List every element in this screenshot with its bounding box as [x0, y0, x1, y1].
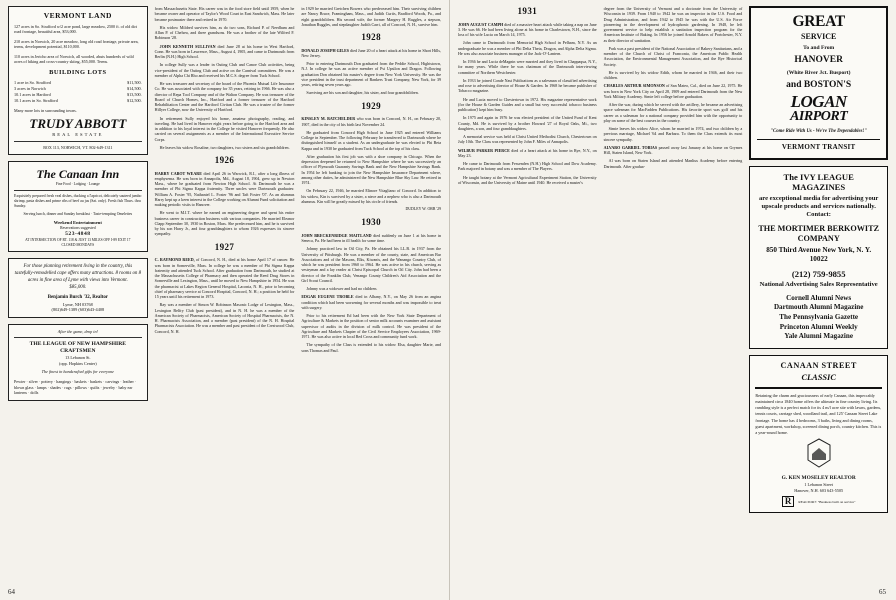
building-lots-title: BUILDING LOTS — [49, 68, 107, 76]
obit-paragraph: After the war, during which he served with the artillery, he became an advertising space salesman for MacFadden Publications. His favorite sport was golf and his career as a salesman for a national company provided him with the opportunity to play on some of the best courses in the country. — [603, 102, 743, 123]
retirement-home-ad — [8, 258, 148, 318]
ad-copy: For those planning retirement living in the country, this tastefully-remodelled cape offers many attractions. 8 rooms on 8 acres in fine area of Lyme with views into Vermont. — [14, 264, 142, 284]
obit-paragraph: Johnny was a widower and had no children. — [306, 286, 378, 292]
lot-price: $14,500. — [127, 86, 142, 92]
magazine-title: Dartmouth Alumni Magazine — [773, 303, 864, 312]
lot-desc: 1 acre in So. Strafford — [14, 80, 52, 86]
left-col-1-ads — [8, 6, 148, 572]
obit-paragraph: Johnny practiced law in Oil City, Pa. He obtained his LL.B. in 1937 from the University of Pittsburgh. He was a member of the county, state, and American Bar Associations and of the Masons, Elks, Kiwanis, and the Wanango Country Club, of which he was president from 1960 to 1964. He was active in his church, serving as vestryman and a lay reader at Christ Episcopal Church in Oil City. John had been a director of the Franklin Club, Venango County Children's Aid Association and the Girl Scout Council. — [301, 246, 442, 283]
deceased-name: JOHN AUGUST CAMPH — [458, 21, 504, 27]
magazine-title: Cornell Alumni News — [786, 293, 852, 302]
obit-entry — [301, 48, 441, 59]
obit-paragraph: In 1936 he and Lucia deMagnin were married and they lived in Chappaqua, N.Y., for many years. While there he was chairman of the Dartmouth interviewing committee of Northern Westchester. — [458, 59, 597, 75]
ivy-pitch: are exceptional media for advertising your upscale products and services nationally. Contact: — [759, 195, 879, 219]
canaan-inn-ad — [8, 161, 148, 252]
ad-paragraph: 110 acres in Jericho area of Norwich, all wooded, abuts hundreds of wild acres of hiking and cross-country skiing, $55,000. Terms. — [14, 53, 134, 65]
canaan-street-realty-ad — [749, 355, 888, 514]
obit-paragraph: He and Lucia moved to Chestertown in 1972. His magazine representative work (for the House & Garden Guides and a small but very successful tobacco business publication)' kept him busy. — [458, 96, 597, 113]
obit-entry — [604, 83, 743, 99]
deceased-name: WILBUR PARKER PIERCE — [458, 147, 510, 153]
obit-paragraph: Al was born on Staten Island and attended Manlius Academy before entering Dartmouth. After gradua- — [603, 158, 743, 169]
league-items: Pewter · silver · pottery · hangings · baskets · baskets · carvings · leather · blown glass · lamps · shades · rugs · pillows · quilts · jewelry · baby ear lanterns · dolls — [14, 378, 137, 396]
obit-body: died suddenly on June 1 at his home in Seneca, Pa. He had been in ill health for some time. — [301, 232, 442, 244]
ad-paragraph: 210 acres in Norwich, 20 acre meadow, long old road frontage, private area, terms, development potential, $110,000. — [14, 38, 139, 50]
right-col-1-text — [458, 6, 597, 572]
lot-price: $13,500. — [127, 92, 142, 98]
obit-paragraph: He graduated from Concord High School in June 1925 and entered Williams College in September. The following February he transferred to Dartmouth where he distinguished himself as a student. As an undergraduate he was elected to Phi Beta Kappa and in 1930 he graduated from Tuck School at the top of his class. — [301, 129, 442, 151]
lot-desc: 10.1 acres in Hartford — [14, 92, 51, 98]
deceased-name: JOHN BRECKENRIDGE MAITLAND — [301, 232, 372, 238]
obit-body: died in Albany, N.Y., on May 26 from an angina condition which had been worsening for several months and was impossible to treat with surgery. — [301, 294, 442, 310]
agent-title: REAL ESTATE — [52, 132, 104, 138]
listing-description: Retaining the charm and graciousness of early Canaan, this impeccably maintained circa 1840 home offers the ultimate in fine country living. Its rambling style is a perfect match for its 4 m/l acre site with lawns, gardens, tennis courts, carriage shed, woodland trail, and 125' Canaan Street Lake frontage. The home has 4 bedrooms, 3 baths, living and dining rooms, guest apartment, workshop, screened dining porch, country kitchen. This is a year-round home. — [755, 393, 882, 435]
ivy-league-magazines-ad — [749, 166, 888, 349]
deceased-name: ALVARO GABRIEL TOBIAS — [603, 144, 658, 150]
obit-paragraph: Prior to his retirement Ed had been with the New York State Department of Agriculture & Markets in the position of senior milk accounts examiner and assistant supervisor of audits in the division of milk control. He was president of the Agriculture and Markets Chapter of the Civil Service Employees Association, 1969-1971. He was also active in local Red Cross and community fund work. — [301, 313, 442, 340]
right-col-2-text — [604, 6, 743, 572]
obit-paragraph: Park was a past president of the National Association of Bakery Sanitarians, and a member of the Church of Christ of Franconia, the American Public Health Association, the Environmental Management Association, and the Rye Historical Society. — [603, 45, 743, 67]
inn-services: Serving lunch, dinner and Sunday breakfast · Taste-tempting Omelettes — [23, 211, 133, 216]
obit-paragraph: In 1933 he joined Conde Nast Publications as a salesman of classified advertising and rose to advertising director of House & Garden. In 1968 he became publisher of Tobacco magazine. — [458, 77, 597, 94]
lot-desc: 10.1 acres in So. Strafford — [14, 98, 58, 104]
realtor-tagline: REALTOR® "Business built on service" — [798, 499, 856, 504]
obit-signature: DUDLEY W. ORR '29 — [405, 207, 442, 212]
obit-paragraph: A memorial service was held at Christ United Methodist Church, Chestertown on July 10th. The Class was represented by John F. Miles of Annapolis. — [458, 134, 597, 145]
obit-body: died June 28 at his home in West Hartford, Conn. He was born in Lawrence, Mass., August 4, 1905, and came to Dartmouth from Berlin (N.H.) High School. — [154, 43, 295, 59]
inn-weekend: Weekend Entertainment — [53, 219, 102, 225]
ivy-address: 850 Third Avenue New York, N. Y. 10022 — [766, 246, 872, 264]
ad-slogan: "Come Ride With Us - We're The Dependables!" — [770, 128, 868, 134]
agent-name: TRUDY ABBOTT — [29, 116, 127, 132]
obit-paragraph: He went to M.I.T. where he earned an engineering degree and spent his entire business career in construction business with various companies. He married Eleanor Clapp September 30, 1930 in Boston, Mass. She predeceased him, and he is survived by his son Harry Jr., and four granddaughters to whom 1926 expresses its sincere sympathy. — [154, 210, 295, 237]
ivy-rep-title: National Advertising Sales Representative — [759, 280, 878, 288]
inn-reservations: Reservations suggested — [60, 225, 96, 230]
deceased-name: CHARLES ARTHUR SIMONSON — [603, 83, 665, 89]
magazine-title: Princeton Alumni Weekly — [779, 322, 858, 331]
ad-footer: Many more lots in surrounding towns. — [14, 107, 77, 113]
league-address: 13 Lebanon St. — [65, 355, 91, 361]
league-name: THE LEAGUE OF NEW HAMPSHIRE CRAFTSMEN — [29, 341, 127, 355]
obit-paragraph: degree from the University of Vermont and a doctorate from the University of Wisconsin in 1939. From 1940 to 1942 he was an inspector in the U.S. Food and Drug Administration, and from 1942 to 1945 he was with the U.S. Air Force pioneering in the development of hydrophonic gardening. In 1948, he left government service to help establish a sanitation inspection program for the American Institute of Baking. In 1956 he joined Arnold Bakers of Portchester, N.Y. as their director of sanitation. — [603, 6, 743, 43]
obit-entry — [458, 22, 597, 38]
inn-description: Exquisitely prepared fresh veal dishes, ducking a l'apricot, delicately sauteed jumbo shrimp, pasta dishes and prime ribs of beef au jus (Sat. only). Fresh fish Thurs. thru Sunday. — [14, 193, 142, 208]
obit-paragraph: He is survived by his widow Edith, whom he married in 1946, and their two children. — [603, 69, 743, 80]
inn-directions: AT INTERSECTION OF RT. 118 & JUST 13 MILES OFF I-89 EXIT 17 — [25, 238, 131, 243]
ad-headline-5: (White River Jct. Busport) — [786, 69, 851, 76]
obit-entry — [155, 171, 295, 208]
right-page — [450, 0, 896, 600]
ivy-phone[interactable]: (212) 759-9855 — [791, 269, 846, 280]
agent-address: BOX 113, NORWICH, VT. 802-649-1311 — [43, 145, 113, 151]
obit-paragraph: In college Sully was a leader in Outing Club and Canoe Club activities, being vice-president of the Outing Club and active on the Carnival committees. He was a member of Alpha Chi Rho and received his M.C.S. degree from Tuck School. — [154, 62, 295, 78]
vermont-land-ad — [8, 6, 148, 155]
obit-paragraph: On February 22, 1946, he married Elinore Vitagliano of Concord. In addition to his widow, Kin is survived by a sister, a niece and a nephew who is also a Dartmouth alumnus. Kin will be greatly missed by his circle of friends. — [301, 188, 442, 204]
ivy-headline: The IVY LEAGUE MAGAZINES — [783, 172, 854, 192]
obit-paragraph: Prior to entering Dartmouth Don graduated from the Peddie School, Hightstown, N.J. In college he was an active member of Psi Upsilon and Dragon. Following graduation Don obtained his master's degree from New York University. He was the vice president in the trust department of Bankers Trust Company, New York, for 39 years, retiring seven years ago. — [301, 61, 442, 88]
obit-paragraph: He came to Dartmouth from Fessenden (N.H.) High School and Dow Academy. Park majored in botany and was a member of The Players. — [458, 161, 597, 172]
inn-closed: CLOSED MONDAYS — [61, 242, 95, 247]
obit-paragraph: He was treasurer and secretary of the board of the Phoenix Mutual Life Insurance Co. He was associated with the company for 35 years, retiring in 1966. He was also a director of Repa Tool Company and of the Walton Company. He was treasurer of the Board of Church Homes, Inc., Hartford and a former treasurer of the Hartford Rehabilitation Center and the Hartford Civitan Club. He was a trustee of the former Hillyer College, now the University of Hartford. — [154, 81, 295, 113]
lot-desc: 3 acres in Norwich — [14, 86, 46, 92]
realtor-name: Benjamin Burch '32, Realtor — [47, 295, 108, 301]
lot-price: $11,500. — [127, 80, 142, 86]
obit-paragraph: in 1929 he married Gretchen Bowers who predeceased him. Their surviving children are Nancy Bruce, Framingham, Mass., and Judith Curtis, Bradford Woods, Pa., and eight grandchildren. His second wife, the former Margery H. Ruggles, a stepson, Jonathan Ruggles, and stepdaughter Judith Carri, all of Concord, N. H., survive him. — [301, 6, 442, 27]
deceased-name: C. RAYMOND REED, — [154, 257, 195, 263]
left-col-3-text — [301, 6, 441, 572]
obit-entry — [604, 145, 743, 156]
realtor-name: G. KEN MOSELEY REALTOR — [781, 475, 856, 482]
ad-paragraph: 127 acres in So. Strafford w/2 acre pond, large meadow, 2500 ft. of old dirt road frontage, beautiful area, $53,000. — [14, 23, 138, 35]
obit-paragraph: He taught botany at the Vermont Agricultural Experiment Station, the University of Wisconsin, and the University of Maine until 1940. He received a master's — [458, 174, 597, 185]
obit-body: died April 26 in Warwick, R.I., after a long illness of emphysema. He was born in Annapolis, Md., August 18, 1904, grew up in Newton Mass., where he graduated from Newton High School. At Dartmouth he was a member of Phi Sigma Kappa fraternity. Three uncles were Dartmouth graduates: William A. Foster '95, Nathaniel L. Foster '96 and Taft Foster '07. As an alumnus Harry kept up a keen interest in the College working on Alumni Fund solicitation and making periodic visits to Hanover. — [154, 170, 295, 208]
deceased-name: HARRY CABOT WEARE — [154, 170, 202, 176]
class-year-heading: 1926 — [214, 155, 235, 165]
realtor-badge — [755, 496, 882, 507]
obit-paragraph: John came to Dartmouth from Memorial High School in Pelham, N.Y. As an undergraduate he was a member of Phi Delta Theta, Dragon, and Alpha Delta Sigma. He was also associate business manager of the Jack-O'-Lantern. — [458, 40, 597, 56]
inn-phone: 523-4848 — [65, 230, 91, 237]
league-tagline: The finest in handcrafted gifts for everyone — [41, 369, 114, 375]
realtor-phone: Hanover, N.H. 603 643-5505 — [794, 487, 844, 493]
ad-headline-1: GREAT — [792, 13, 845, 30]
ivy-magazine-list — [756, 294, 881, 342]
deceased-name: JOHN KENNETH SULLIVAN — [159, 43, 216, 49]
obit-entry — [155, 257, 295, 299]
obit-paragraph: The sympathy of the Class is extended to his widow Elsa, daughter Marie, and sons Thomas and Paul. — [301, 342, 442, 353]
class-year-heading: 1929 — [361, 100, 381, 111]
obit-paragraph: In 1975 and again in 1976 he was elected president of the United Fund of Kent County, Md. He is survived by a brother Howard '27 of Royal Oaks, Mi., two daughters, a son, and four granddaughters. — [458, 115, 597, 131]
league-craftsmen-ad — [8, 324, 148, 401]
lot-price: $12,500. — [127, 98, 142, 104]
obit-entry — [301, 116, 441, 127]
obit-body: died of a massive heart attack while taking a nap on June 3. He was 66. He had been living alone at his home in Charlestown, N.H., since the loss of his wife Lucia on March 14, 1975. — [458, 21, 597, 38]
transit-company-name: VERMONT TRANSIT — [757, 139, 880, 152]
magazine-title: The Pennsylvania Gazette — [779, 312, 859, 321]
obit-paragraph: from Massachusetts State. His career was in the food store field until 1959, when he became owner and operator of Taylor's Wood Court in East Sandwich, Mass. He later became postmaster there and retired in 1970. — [154, 6, 295, 22]
deceased-name: DONALD JOSEPH GILES — [301, 47, 350, 53]
obit-paragraph: In retirement Sully enjoyed his home, amateur photography, reading, and traveling. He had lived in Hanover eight years before going to the Hartford area and in addition to his loyal interest in the College he visited Hanover frequently. He also carried on several assignments as a member of the International Executive Service Corps. — [154, 115, 295, 142]
ad-headline-4: HANOVER — [794, 55, 843, 66]
class-year-heading: 1928 — [361, 32, 381, 42]
obit-entry — [458, 148, 597, 159]
obit-body: passed away last January at his home on Grymes Hill, Staten Island, New York. — [603, 144, 743, 155]
obit-body: died June 20 of a heart attack at his home in Short Hills, New Jersey. — [301, 47, 442, 58]
ad-headline-6: and BOSTON'S — [786, 79, 852, 90]
obit-paragraph: Ray was a member of Simon W. Robinson Masonic Lodge of Lexington, Mass., Lexington Belfry Club (past president), and in N. H. he was a member of the American Society of Pharmacists, American Society of Hospital Pharmacists, the N. H. Pharmacists Association, and a member (past president) of the N. H. Hospital Pharmacists Association. He was a member and past president of the Crestwood Club, Concord, N. H. — [154, 302, 295, 334]
magazine-title: Yale Alumni Magazine — [784, 332, 853, 341]
league-address-2: (opp. Hopkins Center) — [59, 360, 97, 366]
listing-title: CANAAN STREET — [780, 360, 857, 370]
ad-headline-2: SERVICE — [801, 31, 837, 41]
inn-name: The Canaan Inn — [36, 167, 120, 182]
ad-title: VERMONT LAND — [43, 11, 112, 20]
obit-paragraph: He leaves his widow Rosaline, two daughters, two sisters and six grandchildren. — [159, 144, 290, 150]
obit-paragraph: His widow Mildred survives him, as do two sons, Richard P. of Needham and Allan P. of Chelsea, and three grandsons. He was a brother of the late Wilfred F. Robinson '28. — [154, 24, 295, 41]
inn-tagline: Fine Food · Lodging · Lounge — [55, 182, 100, 187]
deceased-name: KINSLEY M. BATCHELDER — [301, 116, 356, 122]
obit-body: of Concord, N. H., died at his home April 17 of cancer. He was born in Somerville, Mass. In college he was a member of Phi Sigma Kappa fraternity and attended Tuck School. After graduation from Dartmouth, he studied at the Massachusetts College of Pharmacy and then operated the Reed Drug Stores in Somerville and Lexington, Mass., until he moved to New Hampshire in 1954. He was the pharmacist at Lakes Region General Hospital, Laconia, N. H., prior to becoming chief of pharmacy service at Concord Hospital, Concord, N. H.; a position he held for 15 years until his retirement in 1973. — [154, 257, 295, 300]
realtor-phone: (802)649-1389 (603)643-4408 — [51, 307, 105, 313]
obit-entry — [155, 44, 295, 60]
realtor-logo-icon: R — [782, 496, 795, 507]
vermont-transit-ad — [749, 6, 888, 160]
realtor-address: 1 Lebanon Street — [804, 482, 833, 488]
obit-paragraph: Simie leaves his widow Alice, whom he married in 1974, and two children by a previous marriage, Michael '64 and Barbara. To them the Class extends its most sincere sympathy. — [603, 126, 743, 142]
page-number-left: 64 — [8, 588, 15, 596]
class-year-heading: 1927 — [214, 241, 235, 252]
obit-body: of San Mateo, Cal., died on June 22, 1975. He was born in New York City on April 28, 1909 and entered Dartmouth from the New York Military Academy. Simie left college before graduation. — [603, 83, 743, 99]
right-col-3-ads — [749, 6, 888, 572]
obit-paragraph: Surviving are his son and daughter, his sister, and four grandchildren. — [306, 90, 419, 96]
listing-subtitle: CLASSIC — [801, 373, 836, 383]
page-number-right: 65 — [879, 588, 886, 596]
deceased-name: EDGAR EUGENE TROBLE — [301, 294, 354, 300]
ad-lead: After the game, drop in! — [57, 329, 98, 335]
right-columns — [458, 6, 888, 572]
obit-paragraph: After graduation his first job was with a shoe company in Chicago. When the depression deepened he returned to New Hampshire where he was successively an officer of Plymouth Guaranty Savings Bank and the New Hampshire Savings Bank. In 1954 he left banking to join the New Hampshire Insurance Department where, among other duties, he administered the New Hampshire Blue Sky Law. He retired in 1974. — [301, 153, 442, 186]
left-col-2-text — [155, 6, 295, 572]
class-year-heading: 1930 — [361, 217, 381, 228]
building-lots-list — [14, 80, 142, 104]
ad-price: $85,000. — [69, 285, 87, 291]
house-crest-icon — [806, 438, 832, 468]
class-year-heading: 1931 — [517, 6, 538, 16]
obit-body: died of a heart attack at his home in Rye, N.Y., on May 23. — [458, 147, 597, 158]
obit-entry — [301, 233, 441, 244]
realtor-address: Lyme, NH 03768 — [62, 301, 93, 307]
obit-entry — [301, 294, 441, 310]
ivy-company: THE MORTIMER BERKOWITZ COMPANY — [758, 223, 880, 243]
logan-wordmark-1: LOGAN — [790, 92, 847, 112]
ad-headline-3: To and From — [803, 44, 835, 51]
left-columns — [8, 6, 441, 572]
obit-body: who was born in Concord, N. H., on February 20, 1907, died in the city of his birth last November 24. — [301, 116, 441, 127]
logan-wordmark-2: AIRPORT — [790, 109, 848, 125]
